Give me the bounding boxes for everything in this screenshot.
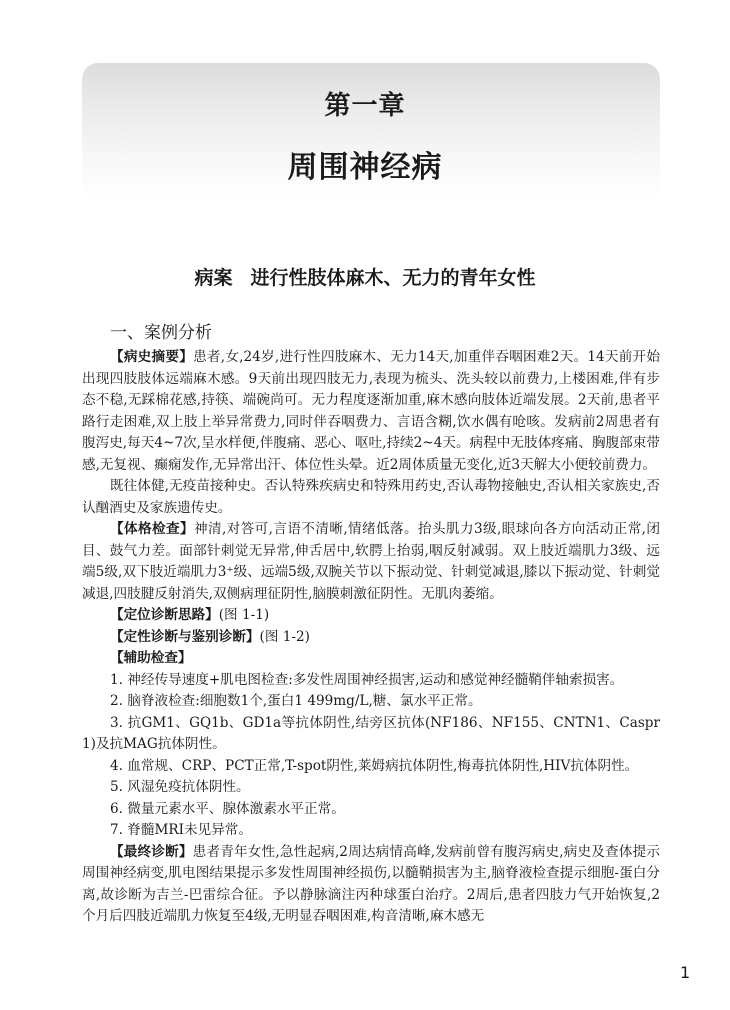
- localization-label: 【定位诊断思路】: [110, 607, 219, 623]
- case-title: [0, 263, 730, 290]
- body-text: [82, 347, 660, 928]
- page-number: 1: [680, 963, 691, 982]
- case-label: 病案: [194, 267, 233, 289]
- auxiliary-item: 7. 脊髓MRI未见异常。: [110, 822, 252, 838]
- qualitative-label: 【定性诊断与鉴别诊断】: [110, 628, 260, 645]
- history-label: 【病史摘要】: [110, 349, 194, 365]
- auxiliary-item: 4. 血常规、CRP、PCT正常,T-spot阴性,莱姆病抗体阴性,梅毒抗体阴性,HIV抗体阴性。: [110, 757, 639, 774]
- localization-line: [82, 605, 660, 627]
- auxiliary-item: 6. 微量元素水平、腺体激素水平正常。: [110, 800, 345, 817]
- section-heading: 一、案例分析: [110, 323, 212, 343]
- physical-exam-paragraph: [82, 519, 660, 605]
- physical-exam-text: 神清,对答可,言语不清晰,情绪低落。抬头肌力3级,眼球向各方向活动正常,闭目、鼓气力差。面部针刺觉无异常,伸舌居中,软腭上抬弱,咽反射减弱。双上肢近端肌力3级、远端5级,双下肢近端肌力3⁺级、远端5级,双腕关节以下振动觉、针刺觉减退,膝以下振动觉、针刺觉减退,四肢腱反射消失,双侧病理征阴性,脑膜刺激征阴性。无肌肉萎缩。: [82, 521, 660, 602]
- final-diagnosis-paragraph: [82, 842, 660, 928]
- case-title-text: 进行性肢体麻木、无力的青年女性: [250, 267, 536, 289]
- physical-exam-label: 【体格检查】: [110, 521, 194, 537]
- auxiliary-label: 【辅助检查】: [110, 650, 192, 666]
- final-diagnosis-label: 【最终诊断】: [110, 843, 193, 860]
- qualitative-ref: (图 1-2): [259, 628, 310, 645]
- auxiliary-line: [82, 648, 660, 670]
- chapter-title: 周围神经病: [287, 150, 443, 185]
- auxiliary-item: 3. 抗GM1、GQ1b、GD1a等抗体阴性,结旁区抗体(NF186、NF155、CNTN1、Caspr 1)及抗MAG抗体阴性。: [82, 714, 660, 752]
- auxiliary-item: 1. 神经传导速度+肌电图检查:多发性周围神经损害,运动和感觉神经髓鞘伴轴索损害。: [110, 671, 624, 688]
- chapter-number: 第一章: [324, 91, 406, 121]
- past-history-paragraph: 既往体健,无疫苗接种史。否认特殊疾病史和特殊用药史,否认毒物接触史,否认相关家族史,否认酗酒史及家族遗传史。: [82, 478, 660, 516]
- history-paragraph: [82, 347, 660, 476]
- localization-ref: (图 1-1): [218, 607, 270, 623]
- auxiliary-item: 2. 脑脊液检查:细胞数1个,蛋白1 499mg/L,糖、氯水平正常。: [110, 693, 482, 709]
- final-diagnosis-text: 患者青年女性,急性起病,2周达病情高峰,发病前曾有腹泻病史,病史及查体提示周围神经病变,肌电图结果提示多发性周围神经损伤,以髓鞘损害为主,脑脊液检查提示细胞-蛋白分离,故诊断为吉兰-巴雷综合征。予以静脉滴注丙种球蛋白治疗。2周后,患者四肢力气开始恢复,2个月后四肢近端肌力恢复至4级,无明显吞咽困难,构音清晰,麻木感无: [82, 843, 661, 924]
- history-text: 患者,女,24岁,进行性四肢麻木、无力14天,加重伴吞咽困难2天。14天前开始出现四肢肢体远端麻木感。9天前出现四肢无力,表现为梳头、洗头较以前费力,上楼困难,伴有步态不稳,无踩棉花感,持筷、端碗尚可。无力程度逐渐加重,麻木感向肢体近端发展。2天前,患者平路行走困难,双上肢上举异常费力,同时伴吞咽费力、言语含糊,饮水偶有呛咳。发病前2周患者有腹泻史,每天4~7次,呈水样便,伴腹痛、恶心、呕吐,持续2~4天。病程中无肢体疼痛、胸腹部束带感,无复视、癫痫发作,无异常出汗、体位性头晕。近2周体质量无变化,近3天解大小便较前费力。: [82, 349, 660, 473]
- qualitative-line: [82, 627, 660, 649]
- auxiliary-item: 5. 风湿免疫抗体阴性。: [110, 779, 250, 795]
